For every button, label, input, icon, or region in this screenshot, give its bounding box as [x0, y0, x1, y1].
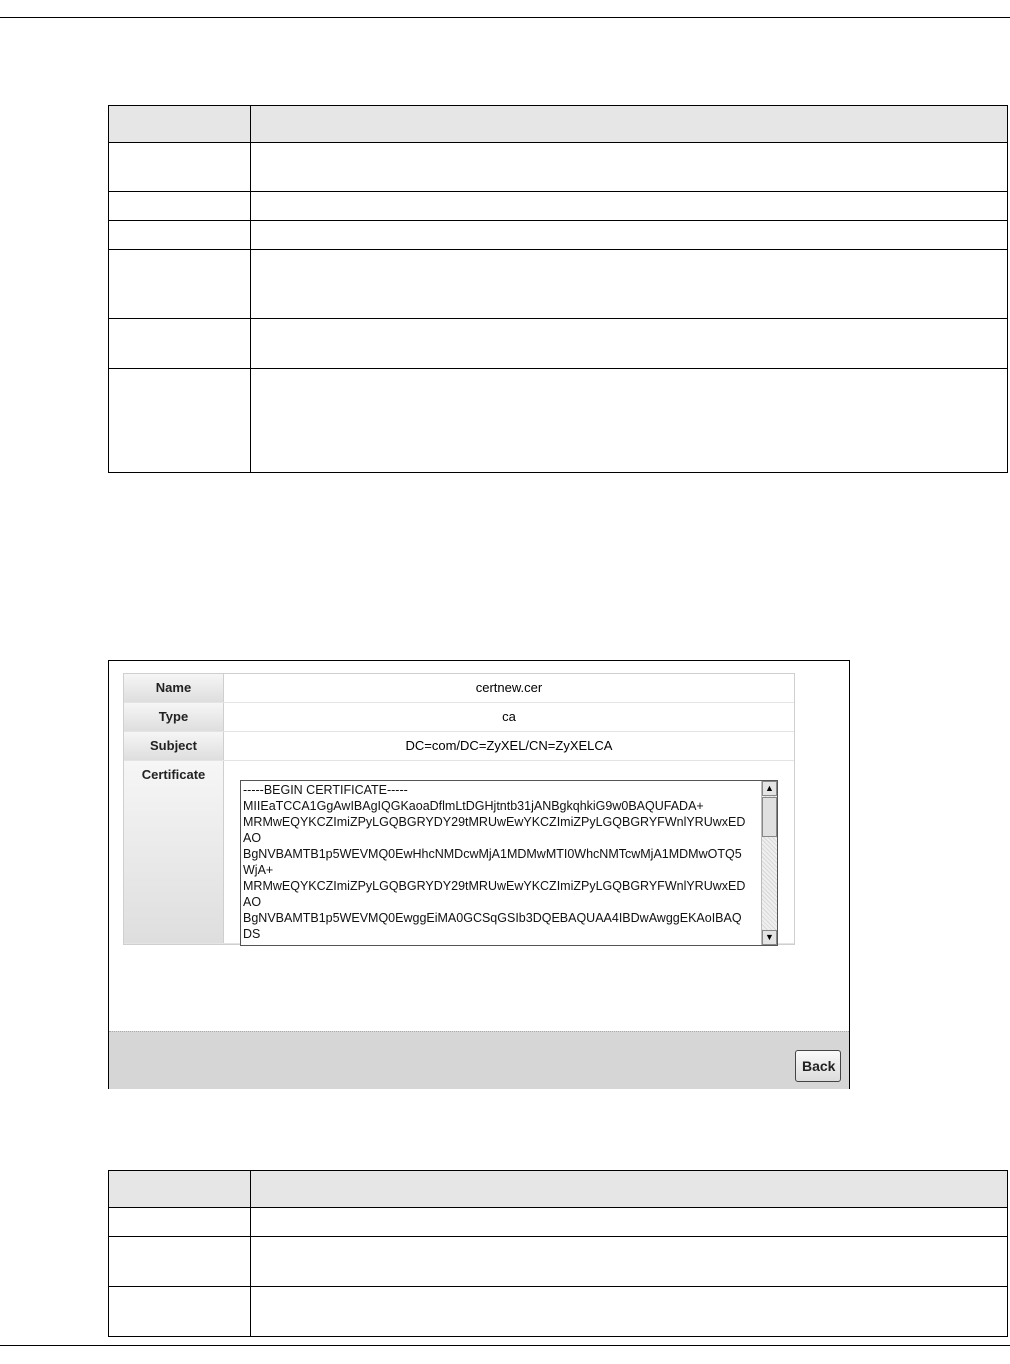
- button-bar: [109, 1031, 849, 1089]
- table-row: [109, 221, 1008, 250]
- name-row: [124, 674, 794, 703]
- field-description-table-1: [108, 105, 1008, 473]
- table-header-row: [109, 1171, 1008, 1208]
- table-row: [109, 369, 1008, 473]
- table-row: [109, 319, 1008, 369]
- table-row: [109, 192, 1008, 221]
- scroll-thumb[interactable]: [762, 797, 777, 837]
- certificate-fields: [123, 673, 795, 945]
- table-row: [109, 1208, 1008, 1237]
- certificate-textarea[interactable]: [240, 780, 778, 946]
- scroll-up-arrow-icon[interactable]: ▲: [762, 781, 777, 796]
- certificate-details-screen: [108, 660, 850, 1089]
- table-row: [109, 1237, 1008, 1287]
- table-header-row: [109, 106, 1008, 143]
- subject-label: Subject: [124, 732, 224, 760]
- certificate-scrollbar[interactable]: [761, 781, 777, 945]
- type-value: ca: [502, 709, 516, 724]
- table-row: [109, 250, 1008, 319]
- scroll-down-arrow-icon[interactable]: ▼: [762, 930, 777, 945]
- certificate-label: Certificate: [124, 761, 224, 943]
- name-label: Name: [124, 674, 224, 702]
- subject-row: [124, 732, 794, 761]
- footer-rule: [0, 1345, 1010, 1346]
- type-row: [124, 703, 794, 732]
- subject-value: DC=com/DC=ZyXEL/CN=ZyXELCA: [405, 738, 613, 753]
- header-rule: [0, 17, 1010, 18]
- back-button[interactable]: Back: [795, 1050, 841, 1082]
- table-row: [109, 1287, 1008, 1337]
- certificate-text: -----BEGIN CERTIFICATE----- MIIEaTCCA1GgAwIBAgIQGKaoaDflmLtDGHjtntb31jANBgkqhkiG9w0BAQUFADA+ MRMwEQYKCZImiZPyLGQBGRYDY29tMRUwEwYKCZImiZPyLGQBGRYFWnlYRUwxED AO BgNVBAMTB1p5WEVMQ0EwHhcNMDcwMjA1MDMwMTI0WhcNMTcwMjA1MDMwOTQ5 WjA+ MRMwEQYKCZImiZPyLGQBGRYDY29tMRUwEwYKCZImiZPyLGQBGRYFWnlYRUwxED AO BgNVBAMTB1p5WEVMQ0EwggEiMA0GCSqGSIb3DQEBAQUAA4IBDwAwggEKAoIBAQ DS: [243, 783, 746, 941]
- table-row: [109, 143, 1008, 192]
- field-description-table-2: [108, 1170, 1008, 1337]
- type-label: Type: [124, 703, 224, 731]
- name-value: certnew.cer: [475, 680, 543, 695]
